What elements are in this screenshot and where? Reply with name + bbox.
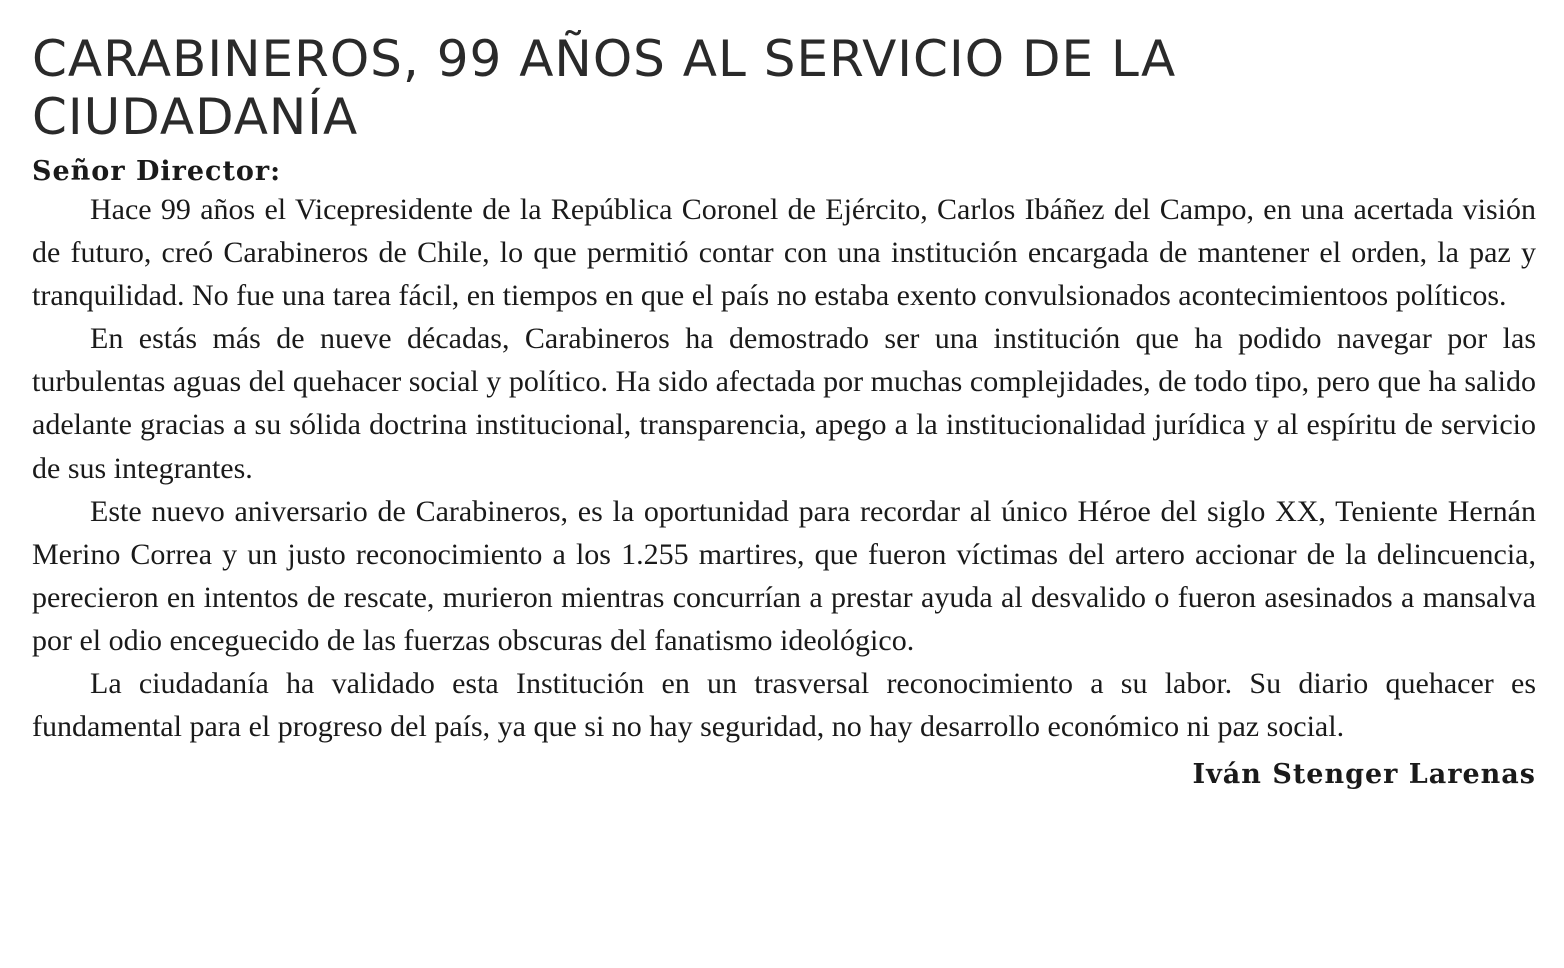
paragraph-2: En estás más de nueve décadas, Carabineros ha demostrado ser una institución que ha podido navegar por las turbulentas aguas del quehacer social y político. Ha sido afectada por muchas complejidades, de todo tipo, pero que ha salido adelante gracias a su sólida doctrina institucional, transparencia, apego a la institucionalidad jurídica y al espíritu de servicio de sus integrantes. [32, 322, 1536, 485]
headline: CARABINEROS, 99 AÑOS AL SERVICIO DE LA CIUDADANÍA [32, 30, 1177, 146]
letter-page [32, 30, 1536, 792]
paragraph-4: La ciudadanía ha validado esta Institución en un trasversal reconocimiento a su labor. Su diario quehacer es fundamental para el progreso del país, ya que si no hay seguridad, no hay desarrollo económico ni paz social. [32, 667, 1536, 744]
paragraph-1: Hace 99 años el Vicepresidente de la República Coronel de Ejército, Carlos Ibáñez del Campo, en una acertada visión de futuro, creó Carabineros de Chile, lo que permitió contar con una institución encargada de mantener el orden, la paz y tranquilidad. No fue una tarea fácil, en tiempos en que el país no estaba exento convulsionados acontecimientoos políticos. [32, 193, 1536, 313]
signature: Iván Stenger Larenas [1192, 759, 1536, 791]
letter-body [32, 188, 1536, 748]
salutation: Señor Director: [32, 156, 282, 187]
paragraph-3: Este nuevo aniversario de Carabineros, es la oportunidad para recordar al único Héroe del siglo XX, Teniente Hernán Merino Correa y un justo reconocimiento a los 1.255 martires, que fueron víctimas del artero accionar de la delincuencia, perecieron en intentos de rescate, murieron mientras concurrían a prestar ayuda al desvalido o fueron asesinados a mansalva por el odio enceguecido de las fuerzas obscuras del fanatismo ideológico. [32, 494, 1536, 657]
